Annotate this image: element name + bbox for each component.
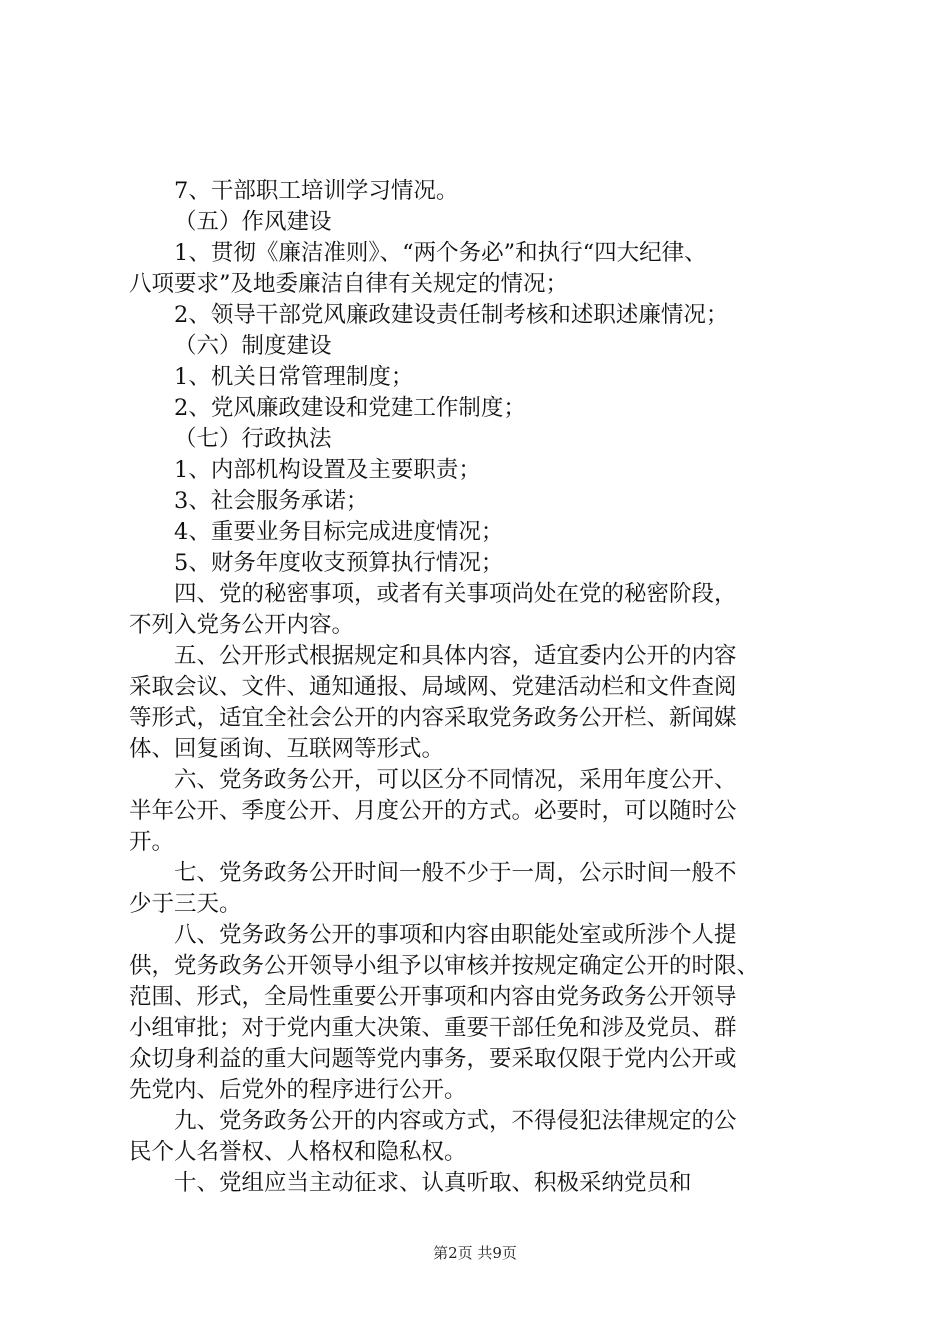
body-text-line: 八、党务政务公开的事项和内容由职能处室或所涉个人提 bbox=[174, 922, 737, 948]
body-text-line: 1、内部机构设置及主要职责； bbox=[174, 457, 481, 483]
body-text-line: 开。 bbox=[129, 829, 175, 855]
body-text-line: 先党内、后党外的程序进行公开。 bbox=[129, 1077, 467, 1103]
body-text-line: 1、机关日常管理制度； bbox=[174, 364, 414, 390]
body-text-line: 半年公开、季度公开、月度公开的方式。必要时，可以随时公 bbox=[129, 798, 737, 824]
body-text-line: 4、重要业务目标完成进度情况； bbox=[174, 519, 504, 545]
page-footer: 第2页 共9页 bbox=[433, 1244, 517, 1262]
body-text-line: 7、干部职工培训学习情况。 bbox=[174, 178, 459, 204]
body-text-line: 民个人名誉权、人格权和隐私权。 bbox=[129, 1139, 467, 1165]
body-text-line: 2、领导干部党风廉政建设责任制考核和述职述廉情况； bbox=[174, 302, 729, 328]
body-text-line: 采取会议、文件、通知通报、局域网、党建活动栏和文件查阅 bbox=[129, 674, 737, 700]
body-text-line: 小组审批；对于党内重大决策、重要干部任免和涉及党员、群 bbox=[129, 1015, 737, 1041]
body-text-line: （六）制度建设 bbox=[174, 333, 332, 359]
body-text-line: 5、财务年度收支预算执行情况； bbox=[174, 550, 504, 576]
body-text-line: 九、党务政务公开的内容或方式，不得侵犯法律规定的公 bbox=[174, 1108, 737, 1134]
body-text-line: 等形式，适宜全社会公开的内容采取党务政务公开栏、新闻媒 bbox=[129, 705, 737, 731]
body-text-line: 八项要求”及地委廉洁自律有关规定的情况； bbox=[129, 271, 569, 297]
body-text-line: （五）作风建设 bbox=[174, 209, 332, 235]
body-text-line: 范围、形式，全局性重要公开事项和内容由党务政务公开领导 bbox=[129, 984, 737, 1010]
body-text-line: 众切身利益的重大问题等党内事务，要采取仅限于党内公开或 bbox=[129, 1046, 737, 1072]
body-text-line: 2、党风廉政建设和党建工作制度； bbox=[174, 395, 526, 421]
document-body bbox=[129, 176, 829, 1199]
body-text-line: 四、党的秘密事项，或者有关事项尚处在党的秘密阶段， bbox=[174, 581, 737, 607]
body-text-line: 六、党务政务公开，可以区分不同情况，采用年度公开、 bbox=[174, 767, 737, 793]
body-text-line: （七）行政执法 bbox=[174, 426, 332, 452]
body-text-line: 十、党组应当主动征求、认真听取、积极采纳党员和 bbox=[174, 1170, 692, 1196]
body-text-line: 体、回复函询、互联网等形式。 bbox=[129, 736, 445, 762]
body-text-line: 供，党务政务公开领导小组予以审核并按规定确定公开的时限、 bbox=[129, 953, 760, 979]
body-text-line: 3、社会服务承诺； bbox=[174, 488, 369, 514]
body-text-line: 1、贯彻《廉洁准则》、“两个务必”和执行“四大纪律、 bbox=[174, 240, 707, 266]
body-text-line: 七、党务政务公开时间一般不少于一周，公示时间一般不 bbox=[174, 860, 737, 886]
body-text-line: 不列入党务公开内容。 bbox=[129, 612, 355, 638]
body-text-line: 少于三天。 bbox=[129, 891, 242, 917]
body-text-line: 五、公开形式根据规定和具体内容，适宜委内公开的内容 bbox=[174, 643, 737, 669]
